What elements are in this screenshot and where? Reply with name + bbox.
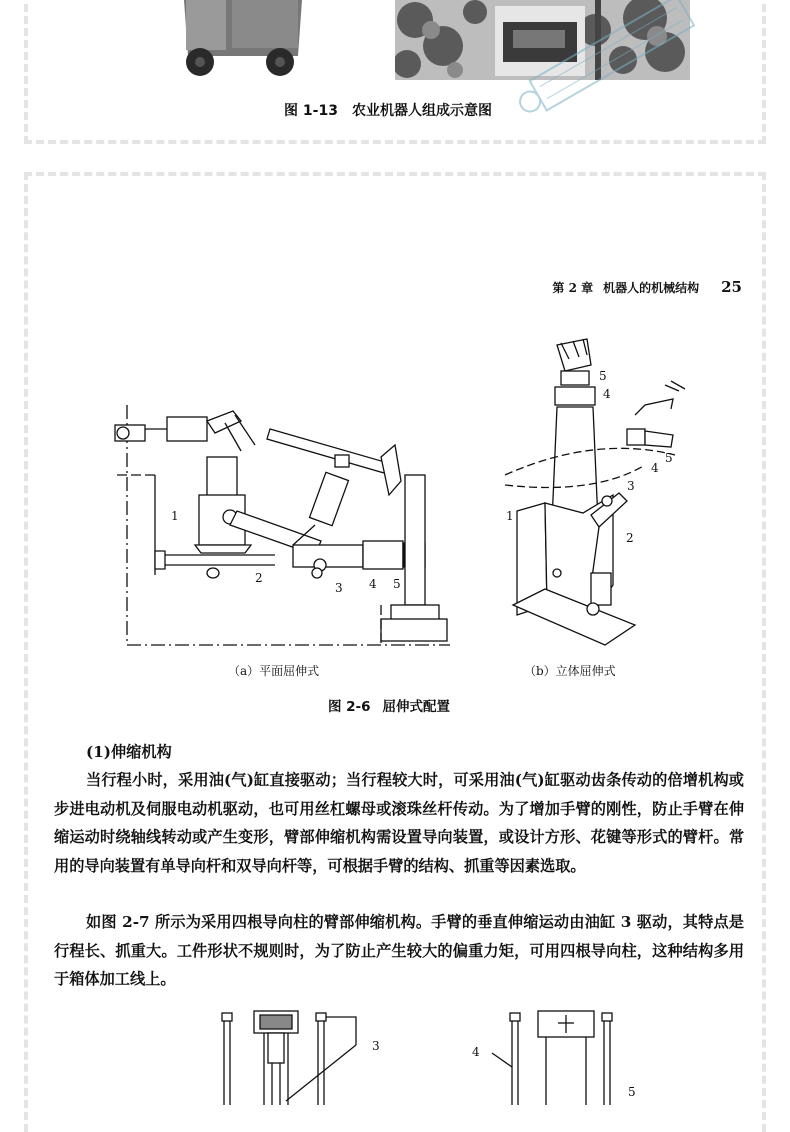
label-4-right: 4	[651, 461, 659, 475]
figure-2-6-caption	[0, 695, 790, 715]
section-heading: (1)伸缩机构	[86, 743, 172, 761]
label-4: 4	[472, 1045, 480, 1059]
page-number: 25	[721, 278, 742, 296]
figure-title: 农业机器人组成示意图	[351, 103, 492, 119]
label-1: 1	[506, 509, 514, 523]
paragraph: 如图 2-7 所示为采用四根导向柱的臂部伸缩机构。手臂的垂直伸缩运动由油缸 3 驱动，其特点是行程长、抓重大。工件形状不规则时，为了防止产生较大的偏重力矩，可用四根导向柱，这种结构多用于箱体加工线上。	[54, 913, 744, 988]
label-4: 4	[369, 577, 377, 591]
planar-flexion-drawing	[95, 395, 455, 650]
subcaption-a: （a）平面屈伸式	[228, 664, 320, 678]
label-1: 1	[171, 509, 179, 523]
label-5: 5	[628, 1085, 636, 1099]
label-5-top: 5	[599, 369, 607, 383]
label-4-top: 4	[603, 387, 611, 401]
figure-title: 屈伸式配置	[382, 699, 451, 715]
label-5-right: 5	[665, 451, 673, 465]
figure-number: 图 1-13	[284, 103, 338, 119]
figure-1-13-caption	[0, 100, 790, 120]
label-5: 5	[393, 577, 401, 591]
spatial-flexion-drawing	[495, 335, 695, 655]
guide-column-drawing	[210, 1005, 640, 1105]
chapter-number: 第 2 章	[552, 281, 594, 295]
label-3: 3	[627, 479, 635, 493]
paragraph: 当行程小时，采用油(气)缸直接驱动；当行程较大时，可采用油(气)缸驱动齿条传动的倍增机构或步进电动机及伺服电动机驱动，也可用丝杠螺母或滚珠丝杆传动。为了增加手臂的刚性，防止手臂在伸缩运动时绕轴线转动或产生变形，臂部伸缩机构需设置导向装置，或设计方形、花键等形式的臂杆。常用的导向装置有单导向杆和双导向杆等，可根据手臂的结构、抓重等因素选取。	[54, 771, 744, 875]
chapter-title: 机器人的机械结构	[603, 281, 700, 295]
label-3: 3	[335, 581, 343, 595]
robot-vehicle-photo	[180, 0, 306, 80]
running-header	[552, 278, 742, 296]
subcaption-b: （b）立体屈伸式	[524, 664, 616, 678]
label-2: 2	[626, 531, 634, 545]
label-3: 3	[372, 1039, 380, 1053]
figure-number: 图 2-6	[327, 699, 371, 715]
label-2: 2	[255, 571, 263, 585]
